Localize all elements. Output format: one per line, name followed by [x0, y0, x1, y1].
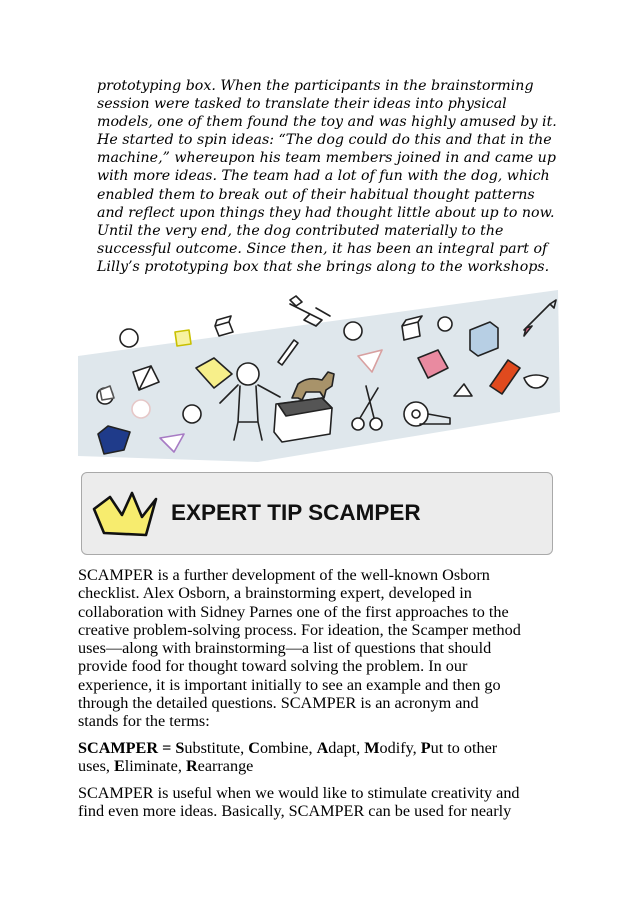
expert-tip-title: EXPERT TIP SCAMPER — [171, 500, 421, 525]
quote-line: with more ideas. The team had a lot of fun with the dog, which — [97, 168, 550, 185]
term-rest: dapt, — [328, 739, 365, 757]
body-line: stands for the terms: — [78, 712, 210, 731]
term-initial: M — [364, 739, 380, 757]
figure-head — [237, 363, 259, 385]
body-line: experience, it is important initially to see an example and then go — [78, 675, 501, 694]
scamper-usage — [78, 784, 568, 821]
crown-icon — [88, 489, 160, 541]
quote-line: session were tasked to translate their ideas into physical — [97, 96, 507, 113]
term-rest: ut to other — [430, 739, 498, 757]
expert-tip-box — [81, 472, 553, 555]
body-line: checklist. Alex Osborn, a brainstorming expert, developed in — [78, 584, 472, 603]
scissors-ring — [370, 418, 382, 430]
body-line: creative problem-solving process. For ideation, the Scamper method — [78, 620, 521, 639]
ball-shape — [438, 317, 452, 331]
prototyping-box-illustration — [78, 286, 560, 464]
term-rest: odify, — [379, 739, 421, 757]
body-line: uses—along with brainstorming—a list of questions that should — [78, 639, 492, 658]
tape-roll-core — [412, 410, 420, 418]
quote-line: Lilly’s prototyping box that she brings along to the workshops. — [97, 258, 550, 275]
cube-shape — [215, 316, 233, 336]
quote-line: enabled them to break out of their habitual thought patterns — [97, 186, 535, 203]
ball-shape — [132, 400, 150, 418]
definition-acronym: SCAMPER = — [78, 739, 172, 757]
ball-shape — [183, 405, 201, 423]
term-initial: S — [175, 739, 185, 757]
body-line: SCAMPER is a further development of the well-known Osborn — [78, 566, 490, 584]
term-rest: liminate, — [124, 757, 186, 776]
definition-line — [78, 757, 568, 775]
cube-shape — [175, 330, 191, 346]
term-initial: C — [248, 739, 260, 757]
term-rest: uses, — [78, 757, 114, 776]
body-line: through the detailed questions. SCAMPER is an acronym and — [78, 694, 479, 713]
body-line: collaboration with Sidney Parnes one of the first approaches to the — [78, 602, 509, 621]
quote-text — [97, 77, 567, 276]
body-line: provide food for thought toward solving the problem. In our — [78, 657, 468, 676]
scissors-ring — [352, 418, 364, 430]
body-line: SCAMPER is useful when we would like to stimulate creativity and — [78, 784, 520, 802]
scamper-description — [78, 566, 568, 731]
scamper-definition — [78, 739, 568, 776]
term-initial: P — [420, 739, 431, 757]
definition-line — [78, 739, 568, 757]
term-initial: A — [316, 739, 329, 757]
ball-shape — [120, 329, 138, 347]
quote-line: successful outcome. Since then, it has been an integral part of — [97, 240, 548, 257]
term-initial: E — [113, 757, 125, 776]
term-initial: R — [185, 757, 198, 776]
quote-line: and reflect upon things they had thought little about up to now. — [97, 204, 555, 221]
ball-shape — [344, 322, 362, 340]
quote-line: prototyping box. When the participants in the brainstorming — [97, 78, 534, 94]
body-line: find even more ideas. Basically, SCAMPER can be used for nearly — [78, 802, 512, 821]
quote-line: He started to spin ideas: “The dog could do this and that in the — [97, 132, 552, 149]
term-rest: ombine, — [259, 739, 317, 757]
quote-line: models, one of them found the toy and was highly amused by it. — [97, 114, 557, 131]
term-rest: ubstitute, — [184, 739, 249, 757]
crown-shape — [94, 493, 156, 535]
quote-line: machine,” whereupon his team members joined in and came up — [97, 150, 556, 167]
quote-line: Until the very end, the dog contributed materially to the — [97, 222, 504, 239]
term-rest: earrange — [197, 757, 254, 776]
